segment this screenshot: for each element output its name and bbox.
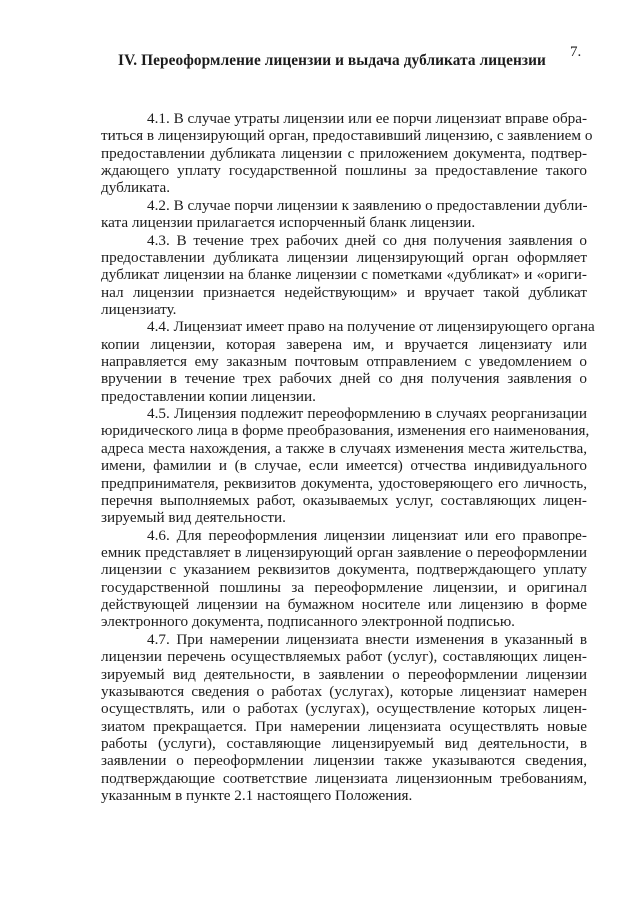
paragraph-line: зируемый вид деятельности.: [101, 509, 286, 527]
paragraph-line: емник представляет в лицензирующий орган заявление о переоформлении: [101, 543, 587, 561]
paragraph-line: лицензии перечень осуществляемых работ (услуг), составляющих лицен-: [101, 648, 587, 666]
paragraph-line: осуществлять, или о работах (услугах), осуществление которых лицен-: [101, 700, 587, 718]
paragraph-line: направляется ему заказным почтовым отправлением с уведомлением о: [101, 353, 587, 371]
paragraph-line: лицензии с указанием реквизитов документа, подтверждающего уплату: [101, 561, 587, 579]
paragraph-line: 4.4. Лицензиат имеет право на получение от лицензирующего органа: [147, 318, 595, 336]
paragraph: [101, 232, 587, 319]
paragraph-line: 4.5. Лицензия подлежит переоформлению в случаях реорганизации: [147, 405, 587, 423]
paragraph-line: указанным в пункте 2.1 настоящего Положения.: [101, 787, 413, 805]
paragraph: [101, 197, 587, 232]
paragraph-line: 4.7. При намерении лицензиата внести изменения в указанный в: [147, 630, 587, 648]
paragraph-line: электронного документа, подписанного электронной подписью.: [101, 613, 515, 631]
document-body: [101, 110, 595, 805]
paragraph-line: лицензиату.: [101, 300, 177, 318]
paragraph-line: 4.1. В случае утраты лицензии или ее порчи лицензиат вправе обра-: [147, 110, 588, 127]
paragraph-line: копии лицензии, которая заверена им, и вручается лицензиату или: [101, 335, 587, 353]
paragraph-line: предоставлении дубликата лицензии лицензирующий орган оформляет: [101, 248, 587, 266]
paragraph-line: нал лицензии признается недействующим» и вручает такой дубликат: [101, 283, 587, 301]
paragraph-line: работы (услуги), составляющие лицензируемый вид деятельности, в: [101, 734, 587, 752]
paragraph-line: предоставлении дубликата лицензии с приложением документа, подтвер-: [101, 144, 587, 162]
paragraph: [101, 631, 587, 805]
paragraph-line: заявлении о переоформлении лицензии также указываются сведения,: [101, 752, 587, 770]
paragraph-line: зиатом прекращается. При намерении лицензиата осуществлять новые: [101, 717, 587, 735]
paragraph: [101, 527, 587, 631]
paragraph-line: зируемый вид деятельности, в заявлении о переоформлении лицензии: [101, 665, 587, 683]
paragraph-line: дубликата.: [101, 179, 171, 197]
paragraph-line: юридического лица в форме преобразования, изменения его наименования,: [101, 422, 590, 440]
paragraph-line: государственной пошлины за переоформление лицензии, и оригинал: [101, 578, 587, 596]
paragraph-line: подтверждающие соответствие лицензиата лицензионным требованиям,: [101, 769, 587, 787]
page-number: 7.: [570, 44, 582, 60]
paragraph-line: предоставлении копии лицензии.: [101, 387, 316, 405]
paragraph-line: имени, фамилии и (в случае, если имеется) отчества индивидуального: [101, 457, 587, 475]
paragraph: [101, 110, 593, 197]
paragraph-line: титься в лицензирующий орган, предоставивший лицензию, с заявлением о: [101, 127, 593, 145]
paragraph-line: ждающего уплату государственной пошлины за предоставление такого: [101, 162, 587, 180]
paragraph-line: адреса места нахождения, а также в случаях изменения места жительства,: [101, 439, 587, 457]
paragraph-line: ката лицензии прилагается испорченный бланк лицензии.: [101, 214, 476, 232]
paragraph: [101, 318, 595, 405]
paragraph-line: действующей лицензии на бумажном носителе или лицензию в форме: [101, 596, 587, 614]
paragraph-line: 4.3. В течение трех рабочих дней со дня получения заявления о: [147, 231, 587, 249]
section-title: IV. Переоформление лицензии и выдача дубликата лицензии: [118, 52, 546, 69]
paragraph-line: предпринимателя, реквизитов документа, удостоверяющего его личность,: [101, 474, 587, 492]
paragraph-line: 4.6. Для переоформления лицензии лицензиат или его правопре-: [147, 526, 587, 544]
paragraph: [101, 405, 590, 527]
paragraph-line: 4.2. В случае порчи лицензии к заявлению о предоставлении дубли-: [147, 196, 588, 214]
paragraph-line: указываются сведения о работах (услугах), которые лицензиат намерен: [101, 682, 587, 700]
paragraph-line: перечня выполняемых работ, оказываемых услуг, составляющих лицен-: [101, 491, 587, 509]
paragraph-line: дубликат лицензии на бланке лицензии с пометками «дубликат» и «ориги-: [101, 266, 587, 284]
paragraph-line: вручении в течение трех рабочих дней со дня получения заявления о: [101, 370, 587, 388]
